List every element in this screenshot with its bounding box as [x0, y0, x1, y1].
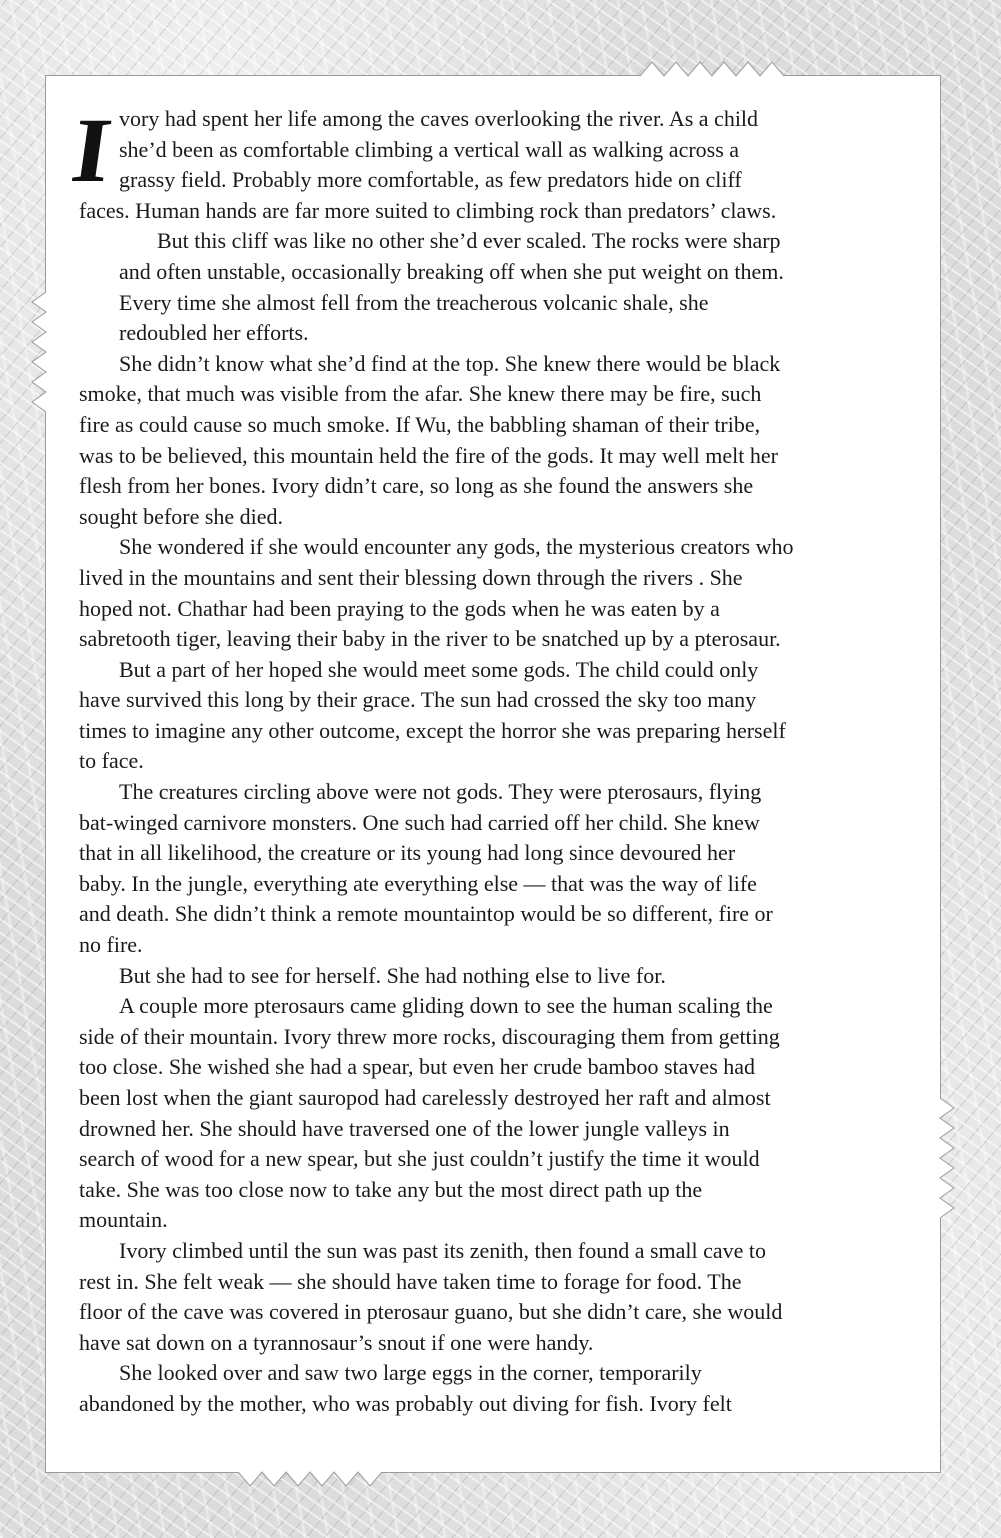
text-line: rest in. She felt weak — she should have taken time to forage for food. The	[79, 1268, 742, 1294]
text-line: times to imagine any other outcome, except the horror she was preparing herself	[79, 717, 786, 743]
text-line: But this cliff was like no other she’d ever scaled. The rocks were sharp	[157, 228, 781, 254]
text-line: bat-winged carnivore monsters. One such had carried off her child. She knew	[79, 809, 760, 835]
text-line: abandoned by the mother, who was probably out diving for fish. Ivory felt	[79, 1390, 732, 1416]
text-line: was to be believed, this mountain held the fire of the gods. It may well melt her	[79, 442, 778, 468]
text-line: But she had to see for herself. She had nothing else to live for.	[119, 962, 666, 988]
text-line: baby. In the jungle, everything ate everything else — that was the way of life	[79, 870, 757, 896]
text-line: Every time she almost fell from the treacherous volcanic shale, she	[119, 289, 709, 315]
text-line: mountain.	[79, 1207, 168, 1233]
text-line: side of their mountain. Ivory threw more rocks, discouraging them from getting	[79, 1023, 780, 1049]
text-line: she’d been as comfortable climbing a vertical wall as walking across a	[119, 136, 740, 162]
text-line: that in all likelihood, the creature or its young had long since devoured her	[79, 840, 736, 866]
text-line: take. She was too close now to take any but the most direct path up the	[79, 1176, 703, 1202]
text-line: search of wood for a new spear, but she just couldn’t justify the time it would	[79, 1146, 760, 1172]
text-line: to face.	[79, 748, 144, 774]
text-line: and often unstable, occasionally breaking off when she put weight on them.	[119, 258, 784, 284]
text-line: and death. She didn’t think a remote mountaintop would be so different, fire or	[79, 901, 773, 927]
text-line: Ivory climbed until the sun was past its zenith, then found a small cave to	[119, 1237, 767, 1263]
text-line: But a part of her hoped she would meet some gods. The child could only	[119, 656, 759, 682]
text-line: faces. Human hands are far more suited to climbing rock than predators’ claws.	[79, 197, 777, 223]
story-text	[79, 104, 915, 1420]
text-line: She didn’t know what she’d find at the top. She knew there would be black	[119, 350, 781, 376]
text-line: smoke, that much was visible from the afar. She knew there may be fire, such	[79, 381, 762, 407]
text-line: too close. She wished she had a spear, but even her crude bamboo staves had	[79, 1054, 756, 1080]
text-line: She looked over and saw two large eggs in the corner, temporarily	[119, 1360, 702, 1386]
text-line: have survived this long by their grace. The sun had crossed the sky too many	[79, 687, 757, 713]
text-line: The creatures circling above were not gods. They were pterosaurs, flying	[119, 779, 762, 805]
text-line: grassy field. Probably more comfortable, as few predators hide on cliff	[119, 167, 742, 193]
text-line: floor of the cave was covered in pterosaur guano, but she didn’t care, she would	[79, 1299, 783, 1325]
text-line: lived in the mountains and sent their blessing down through the rivers . She	[79, 564, 743, 590]
text-line: fire as could cause so much smoke. If Wu, the babbling shaman of their tribe,	[79, 411, 761, 437]
text-line: A couple more pterosaurs came gliding down to see the human scaling the	[119, 993, 773, 1019]
text-line: vory had spent her life among the caves overlooking the river. As a child	[119, 106, 759, 131]
text-line: flesh from her bones. Ivory didn’t care, so long as she found the answers she	[79, 473, 754, 499]
text-line: sought before she died.	[79, 503, 284, 529]
text-line: no fire.	[79, 932, 143, 958]
text-line: hoped not. Chathar had been praying to the gods when he was eaten by a	[79, 595, 720, 621]
text-line: been lost when the giant sauropod had carelessly destroyed her raft and almost	[79, 1085, 771, 1110]
text-line: have sat down on a tyrannosaur’s snout if one were handy.	[79, 1329, 594, 1355]
text-line: redoubled her efforts.	[119, 320, 309, 346]
drop-cap-letter: I	[65, 99, 118, 201]
text-line: drowned her. She should have traversed one of the lower jungle valleys in	[79, 1115, 730, 1141]
text-line: sabretooth tiger, leaving their baby in the river to be snatched up by a pterosaur.	[79, 626, 781, 652]
text-line: She wondered if she would encounter any gods, the mysterious creators who	[119, 534, 794, 560]
